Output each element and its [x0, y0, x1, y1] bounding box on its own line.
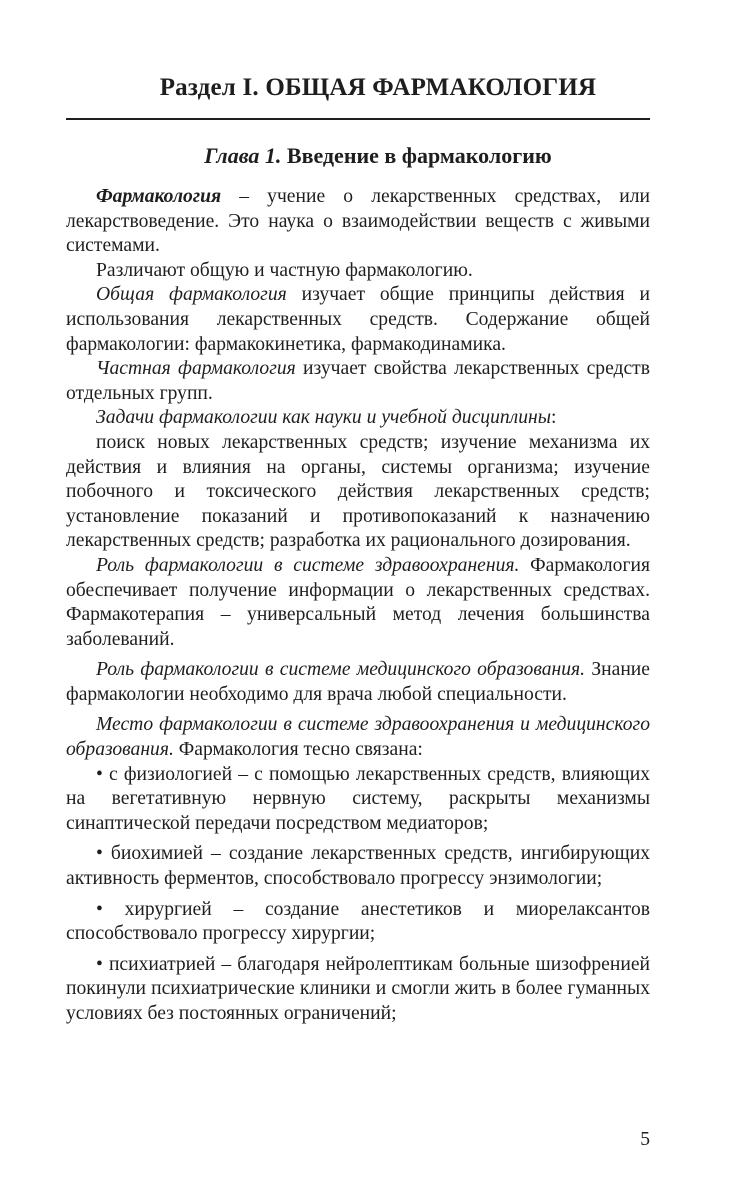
term-pharmacology: Фармакология: [96, 186, 222, 207]
bullet-item: • биохимией – создание лекарственных средств, ингибирующих активность ферментов, способствовало прогрессу энзимологии;: [66, 843, 650, 890]
section-title: Раздел I. ОБЩАЯ ФАРМАКОЛОГИЯ: [159, 74, 597, 101]
page-number: 5: [640, 1129, 650, 1150]
paragraph-special: [66, 357, 650, 406]
paragraph-tasks-list: [66, 431, 650, 554]
bullet-item: • психиатрией – благодаря нейролептикам больные шизофренией покинули психиатрические клиники и смогли жить в более гуманных условиях без постоянных ограничений;: [66, 953, 650, 1024]
term-role-health: Роль фармакологии в системе здравоохранения.: [96, 554, 520, 576]
paragraph-general: [66, 283, 650, 357]
paragraph-role-health: [66, 554, 650, 652]
chapter-label: Глава 1.: [204, 143, 282, 168]
paragraph-text: – учение о лекарственных средствах, или лекарствоведение. Это наука о взаимодействии веществ с живыми системами.: [66, 186, 650, 257]
paragraph-text: изучает свойства лекарственных средств отдельных групп.: [66, 358, 650, 404]
paragraph-text: Фармакология обеспечивает получение информации о лекарственных средствах. Фармакотерапия – универсальный метод лечения большинства заболеваний.: [66, 554, 650, 650]
paragraph-definition: [66, 185, 650, 259]
paragraph-text: Различают общую и частную фармакологию.: [96, 259, 473, 281]
term-special: Частная фармакология: [96, 358, 296, 380]
term-place: Место фармакологии в системе здравоохранения и медицинского образования.: [66, 714, 650, 761]
bullet-item: • с физиологией – с помощью лекарственных средств, влияющих на вегетативную нервную систему, раскрыты механизмы синаптической передачи посредством медиаторов;: [66, 763, 650, 834]
paragraph-text: Знание фармакологии необходимо для врача любой специальности.: [66, 659, 650, 705]
chapter-name: Введение в фармакологию: [286, 143, 552, 168]
term-general: Общая фармакология: [96, 284, 287, 306]
paragraph-text: изучает общие принципы действия и использования лекарственных средств. Содержание общей фармакологии: фармакокинетика, фармакодинамика.: [66, 284, 650, 355]
chapter-title: [0, 143, 756, 169]
body-text: [66, 185, 650, 1027]
paragraph-tasks: [66, 406, 650, 431]
paragraph-text: :: [551, 407, 557, 429]
paragraph-text: поиск новых лекарственных средств; изучение механизма их действия и влияния на органы, системы организма; изучение побочного и токсического действия лекарственных средств; установление показаний и противопоказаний к назначению лекарственных средств; разработка их рационального дозирования.: [66, 431, 650, 552]
paragraph-text: Фармакология тесно связана:: [173, 739, 423, 761]
term-tasks: Задачи фармакологии как науки и учебной дисциплины: [96, 407, 551, 429]
paragraph-role-education: [66, 658, 650, 707]
term-role-education: Роль фармакологии в системе медицинского образования.: [96, 659, 586, 681]
bullet-item: • хирургией – создание анестетиков и миорелаксантов способствовало прогрессу хирургии;: [66, 898, 650, 945]
header-rule: [66, 118, 650, 120]
paragraph-types: [66, 259, 650, 284]
paragraph-place: [66, 713, 650, 762]
